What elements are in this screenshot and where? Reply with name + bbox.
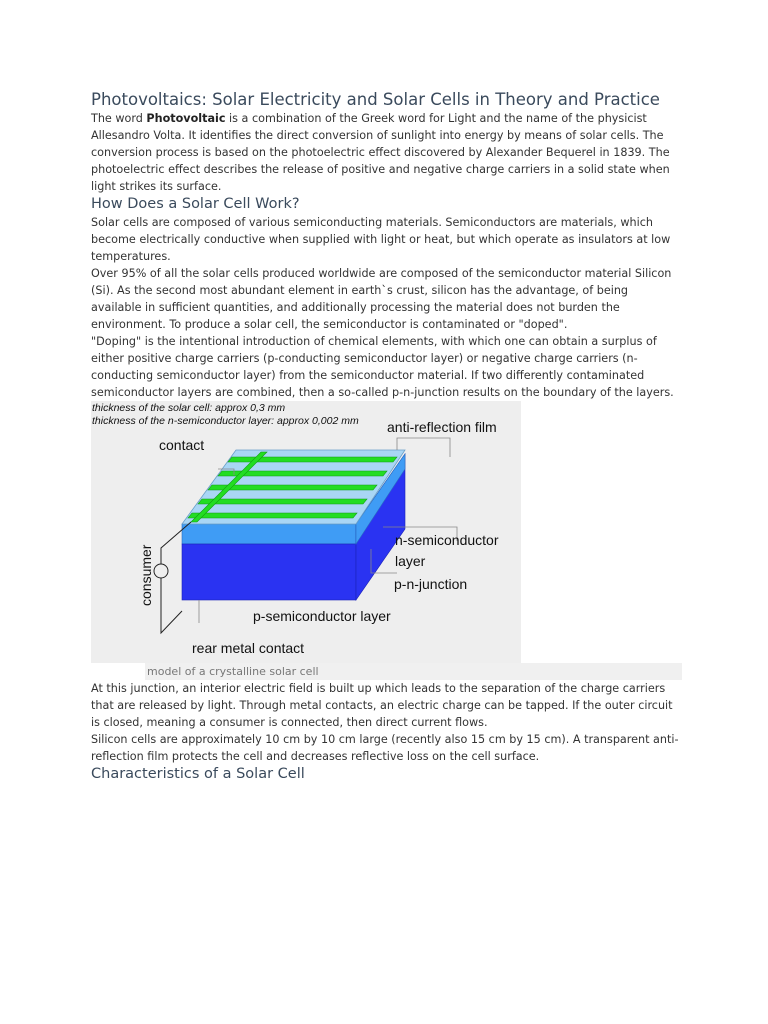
solar-cell-diagram-svg	[91, 401, 521, 663]
page-title: Photovoltaics: Solar Electricity and Solar Cells in Theory and Practice	[91, 90, 660, 109]
label-consumer: consumer	[138, 544, 154, 606]
label-layer: layer	[395, 553, 426, 569]
contact-finger	[198, 499, 367, 504]
article	[91, 90, 681, 784]
thickness-n-layer-label: thickness of the n-semiconductor layer: approx 0,002 mm	[92, 415, 359, 427]
paragraph-doping: "Doping" is the intentional introduction of chemical elements, with which one can obtain a surplus of either positive charge carriers (p-conducting semiconductor layer) or negative charge carriers (n-conducting semiconductor layer) from the semiconductor material. If two differently contaminated semiconductor layers are combined, then a so-called p-n-junction results on the boundary of the layers.	[91, 335, 674, 399]
intro-paragraph	[91, 110, 681, 195]
paragraph-silicon: Over 95% of all the solar cells produced worldwide are composed of the semiconductor material Silicon (Si). As the second most abundant element in earth`s crust, silicon has the advantage, of being available in sufficient quantities, and additionally processing the material does not burden the environment. To produce a solar cell, the semiconductor is contaminated or "doped".	[91, 267, 672, 331]
label-pn-junction: p-n-junction	[394, 576, 468, 592]
paragraph-silicon-cells: Silicon cells are approximately 10 cm by 10 cm large (recently also 15 cm by 15 cm). A transparent anti-reflection film protects the cell and decreases reflective loss on the cell surface.	[91, 733, 679, 763]
intro-bold-term: Photovoltaic	[146, 112, 226, 125]
intro-text-before: The word	[91, 112, 147, 125]
label-contact: contact	[159, 437, 205, 453]
paragraph-semiconductors: Solar cells are composed of various semiconducting materials. Semiconductors are materials, which become electrically conductive when supplied with light or heat, but which operate as insulators at low temperatures.	[91, 216, 671, 263]
label-p-semiconductor: p-semiconductor layer	[253, 608, 391, 624]
solar-cell-diagram	[91, 401, 521, 663]
contact-finger	[188, 513, 357, 518]
thickness-cell-label: thickness of the solar cell: approx 0,3 mm	[92, 402, 286, 414]
label-n-semiconductor: n-semiconductor	[395, 532, 499, 548]
section-heading-how-solar-cell-works: How Does a Solar Cell Work?	[91, 196, 300, 212]
figure-caption: model of a crystalline solar cell	[145, 663, 682, 680]
paragraph-junction: At this junction, an interior electric field is built up which leads to the separation of the charge carriers that are released by light. Through metal contacts, an electric charge can be tapped. If the outer circuit is closed, meaning a consumer is connected, then direct current flows.	[91, 682, 673, 729]
p-layer-front	[182, 544, 356, 600]
intro-text-after: is a combination of the Greek word for Light and the name of the physicist Allesandro Volta. It identifies the direct conversion of sunlight into energy by means of solar cells. The conversion process is based on the photoelectric effect discovered by Alexander Bequerel in 1839. The photoelectric effect describes the release of positive and negative charge carriers in a solid state when light strikes its surface.	[91, 112, 670, 193]
consumer-symbol	[154, 564, 168, 578]
label-anti-reflection: anti-reflection film	[387, 419, 497, 435]
n-layer-front	[182, 524, 356, 544]
label-rear-metal-contact: rear metal contact	[192, 640, 305, 656]
section-heading-characteristics: Characteristics of a Solar Cell	[91, 766, 305, 782]
